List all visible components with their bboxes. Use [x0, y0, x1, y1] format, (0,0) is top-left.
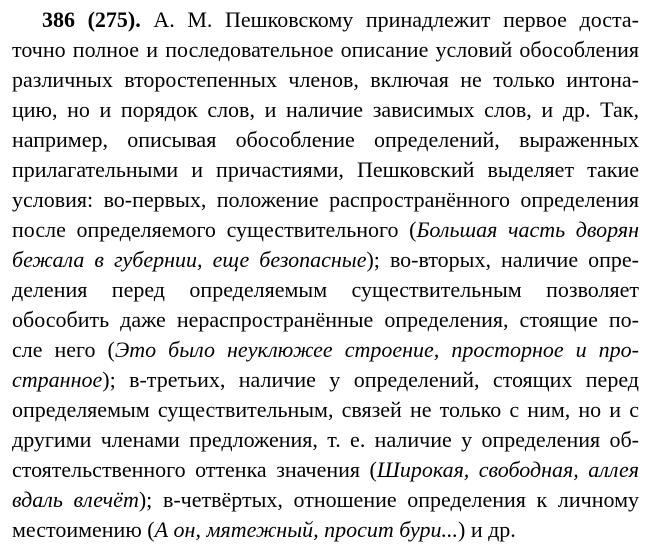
text-run: определяемым существительным, связей не только с ним, но и с [12, 397, 639, 422]
text-run: стоятельственного оттенка значения ( [12, 457, 377, 482]
example-text: Большая часть дворян [416, 217, 639, 242]
text-line [12, 5, 639, 35]
text-line [12, 155, 639, 185]
text-line [12, 215, 639, 245]
text-run: после определяемого существительного ( [12, 217, 417, 242]
text-line [12, 425, 639, 455]
text-run: точно полное и последовательное описание условий обособления [12, 37, 639, 62]
text-run: например, описывая обособление определений, выраженных [12, 127, 639, 152]
example-text: вдаль влечёт [12, 487, 139, 512]
text-line [12, 305, 639, 335]
text-run: сле него ( [12, 337, 115, 362]
text-run: деления перед определяемым существительным позволяет [12, 277, 639, 302]
text-run: ); в-четвёртых, отношение определения к личному [138, 487, 639, 512]
text-line [12, 35, 639, 65]
text-line [12, 95, 639, 125]
text-run: ); в-третьих, наличие у определений, стоящих перед [102, 367, 639, 392]
example-text: Это было неуклюжее строение, просторное и про- [114, 337, 639, 362]
text-line [12, 335, 639, 365]
text-run: местоимению ( [12, 517, 155, 542]
text-line [12, 275, 639, 305]
text-line [12, 515, 639, 545]
text-run: ); во-вторых, наличие опре- [366, 247, 639, 272]
text-line [12, 365, 639, 395]
text-line [12, 455, 639, 485]
text-run: условия: во-первых, положение распространённого определения [12, 187, 639, 212]
text-run: обособить даже нераспространённые определения, стоящие по- [12, 307, 639, 332]
exercise-text [12, 5, 639, 545]
example-text: странное [12, 367, 103, 392]
text-run: А. М. Пешковскому принадлежит первое доста- [153, 7, 639, 32]
text-run: прилагательными и причастиями, Пешковский выделяет такие [12, 157, 639, 182]
text-line [12, 485, 639, 515]
example-text: бежала в губернии, еще безопасные [12, 247, 367, 272]
text-line [12, 125, 639, 155]
exercise-number: 386 (275). [42, 7, 141, 32]
text-run: различных второстепенных членов, включая не только интона- [12, 67, 639, 92]
text-run: ) и др. [458, 517, 516, 542]
example-text: Широкая, свободная, аллея [376, 457, 639, 482]
text-run: другими членами предложения, т. е. наличие у определения об- [12, 427, 639, 452]
text-line [12, 245, 639, 275]
text-line [12, 395, 639, 425]
text-line [12, 185, 639, 215]
example-text: А он, мятежный, просит бури... [154, 517, 458, 542]
text-run: цию, но и порядок слов, и наличие зависимых слов, и др. Так, [12, 97, 639, 122]
text-line [12, 65, 639, 95]
